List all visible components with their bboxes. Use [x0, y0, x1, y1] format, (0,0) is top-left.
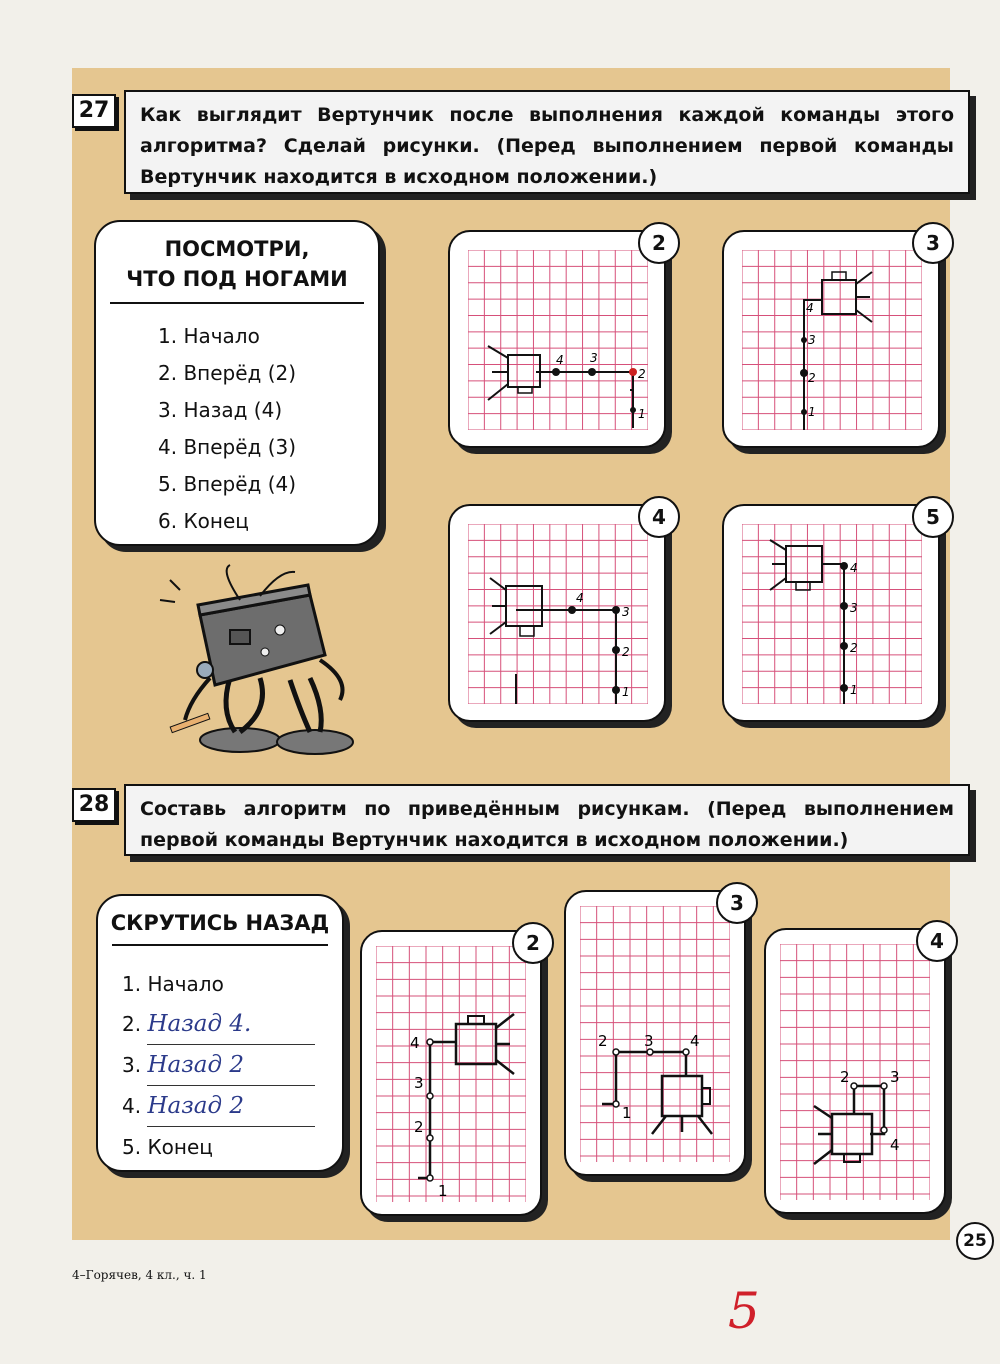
point-label: 3 — [414, 1074, 424, 1092]
point-label: 1 — [438, 1182, 448, 1200]
grid-27-5-drawing — [742, 524, 922, 704]
point-label: 4 — [410, 1034, 420, 1052]
grid-28-3-drawing — [580, 906, 730, 1162]
footer-imprint: 4–Горячев, 4 кл., ч. 1 — [72, 1268, 207, 1282]
point-label: 3 — [590, 351, 598, 365]
grid-badge: 4 — [916, 920, 958, 962]
point-label: 2 — [414, 1118, 424, 1136]
grid-badge: 3 — [912, 222, 954, 264]
step-number: 2. — [122, 1012, 142, 1036]
step-number: 3. — [122, 1053, 142, 1077]
grid-card-27-2 — [448, 230, 666, 448]
step-4: 4. Вперёд (3) — [158, 435, 297, 459]
step-3: 3. Назад (4) — [158, 398, 283, 422]
algorithm-title-line1: ПОСМОТРИ, — [164, 237, 310, 261]
point-label: 3 — [890, 1068, 900, 1086]
title-divider — [110, 302, 364, 304]
page-number: 25 — [956, 1222, 994, 1260]
handwritten-grade: 5 — [728, 1282, 760, 1340]
task-28-number: 28 — [72, 788, 116, 822]
step-1: 1. Начало — [122, 972, 224, 996]
point-label: 2 — [598, 1032, 608, 1050]
point-label: 1 — [850, 683, 858, 697]
grid-card-27-5 — [722, 504, 940, 722]
step-5: 5. Вперёд (4) — [158, 472, 297, 496]
grid-28-4-drawing — [780, 944, 930, 1200]
point-label: 2 — [808, 371, 816, 385]
point-label: 3 — [808, 333, 816, 347]
handwritten-answer: Назад 4. — [147, 1004, 315, 1045]
vertunchik-character-illustration — [150, 560, 370, 770]
step-4 — [122, 1086, 334, 1127]
handwritten-answer: Назад 2 — [147, 1045, 315, 1086]
grid-27-3-drawing — [742, 250, 922, 430]
step-1: 1. Начало — [158, 324, 260, 348]
step-3 — [122, 1045, 334, 1086]
grid-badge: 3 — [716, 882, 758, 924]
algorithm-title-28: СКРУТИСЬ НАЗАД — [110, 911, 330, 935]
point-label: 1 — [622, 685, 630, 699]
point-label: 4 — [806, 301, 814, 315]
grid-27-2-drawing — [468, 250, 648, 430]
point-label: 2 — [850, 641, 858, 655]
point-label: 4 — [890, 1136, 900, 1154]
point-label: 2 — [840, 1068, 850, 1086]
grid-card-27-4 — [448, 504, 666, 722]
title-divider — [112, 944, 328, 946]
grid-card-27-3 — [722, 230, 940, 448]
point-label: 3 — [850, 601, 858, 615]
grid-badge: 2 — [512, 922, 554, 964]
step-2 — [122, 1004, 334, 1045]
point-label: 1 — [622, 1104, 632, 1122]
grid-card-28-3 — [564, 890, 746, 1176]
point-label: 3 — [644, 1032, 654, 1050]
handwritten-answer: Назад 2 — [147, 1086, 315, 1127]
algorithm-title-line2: ЧТО ПОД НОГАМИ — [126, 267, 348, 291]
grid-27-4-drawing — [468, 524, 648, 704]
point-label: 3 — [622, 605, 630, 619]
point-label: 4 — [850, 561, 858, 575]
grid-28-2-drawing — [376, 946, 526, 1202]
task-27-text: Как выглядит Вертунчик после выполнения каждой команды этого алгоритма? Сделай рисунки. (Перед выполнением первой команды Вертунчик находится в исходном положении.) — [124, 90, 970, 194]
point-label: 4 — [576, 591, 584, 605]
task-28-text: Составь алгоритм по приведённым рисункам. (Перед выполнением первой команды Вертунчик находится в исходном положении.) — [124, 784, 970, 856]
step-6: 6. Конец — [158, 509, 249, 533]
task-27-number: 27 — [72, 94, 116, 128]
grid-badge: 2 — [638, 222, 680, 264]
point-label: 4 — [690, 1032, 700, 1050]
grid-badge: 4 — [638, 496, 680, 538]
grid-card-28-4 — [764, 928, 946, 1214]
point-label: 1 — [638, 407, 646, 421]
step-5: 5. Конец — [122, 1135, 213, 1159]
grid-card-28-2 — [360, 930, 542, 1216]
algorithm-card-27 — [94, 220, 380, 546]
step-2: 2. Вперёд (2) — [158, 361, 297, 385]
point-label: 1 — [808, 405, 816, 419]
grid-badge: 5 — [912, 496, 954, 538]
point-label: 4 — [556, 353, 564, 367]
point-label: 2 — [622, 645, 630, 659]
algorithm-card-28 — [96, 894, 344, 1172]
step-number: 4. — [122, 1094, 142, 1118]
point-label: 2 — [638, 367, 646, 381]
